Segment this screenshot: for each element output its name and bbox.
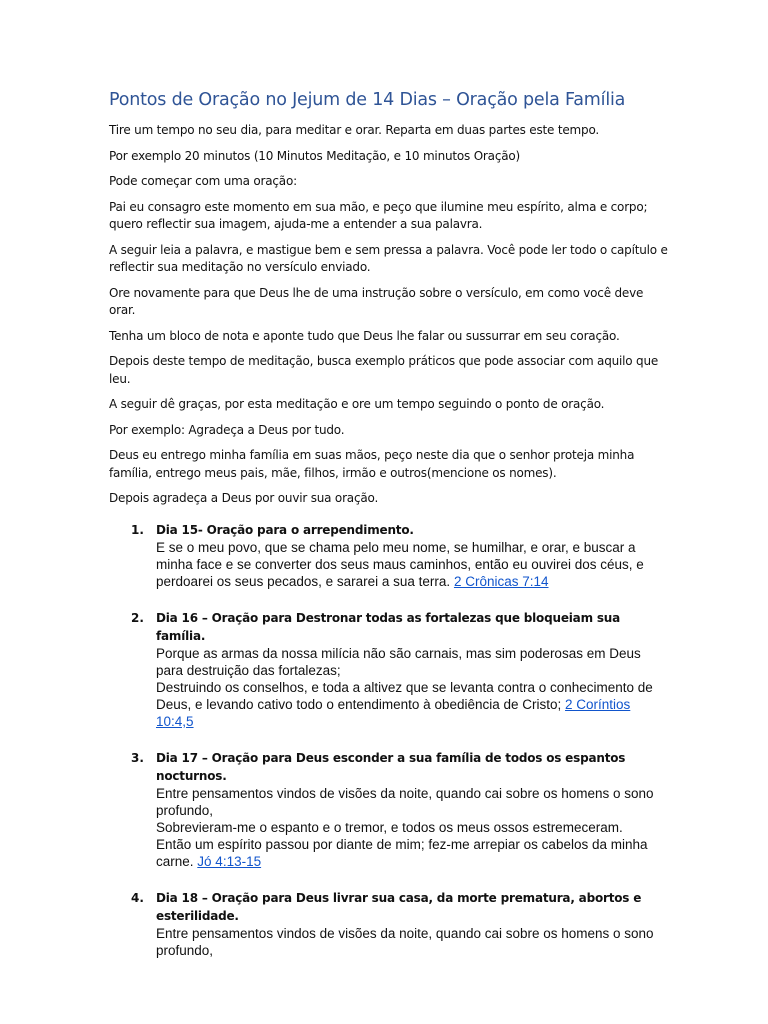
item-text <box>156 539 669 590</box>
page-title: Pontos de Oração no Jejum de 14 Dias – Oração pela Família <box>109 90 626 110</box>
verse-text: Entre pensamentos vindos de visões da noite, quando cai sobre os homens o sono profundo, <box>156 786 654 818</box>
paragraph: Pode começar com uma oração: <box>109 174 297 188</box>
item-text <box>156 836 669 870</box>
paragraph: Por exemplo: Agradeça a Deus por tudo. <box>109 422 345 437</box>
list-number: 3. <box>131 751 144 765</box>
list-number: 1. <box>131 522 144 537</box>
paragraph: Pai eu consagro este momento em sua mão, e peço que ilumine meu espírito, alma e corpo; quero reflectir sua imagem, ajuda-me a entender a sua palavra. <box>109 199 648 231</box>
verse-text: E se o meu povo, que se chama pelo meu nome, se humilhar, e orar, e buscar a minha face e se converter dos seus maus caminhos, então eu ouvirei dos céus, e perdoarei os seus pecados, e sararei a sua terra. <box>156 540 644 589</box>
paragraph: Depois deste tempo de meditação, busca exemplo práticos que pode associar com aquilo que leu. <box>109 354 659 386</box>
item-heading: Dia 17 – Oração para Deus esconder a sua família de todos os espantos nocturnos. <box>156 751 626 783</box>
scripture-link[interactable]: Jó 4:13-15 <box>197 854 262 869</box>
item-text <box>156 679 669 730</box>
prayer-points-list <box>109 522 669 960</box>
list-item <box>109 750 669 870</box>
verse-text: Destruindo os conselhos, e toda a altivez que se levanta contra o conhecimento de Deus, e levando cativo todo o entendimento à obediência de Cristo; <box>156 680 653 712</box>
paragraph: Por exemplo 20 minutos (10 Minutos Meditação, e 10 minutos Oração) <box>109 148 520 163</box>
verse-text: Porque as armas da nossa milícia não são carnais, mas sim poderosas em Deus para destruição das fortalezas; <box>156 646 641 678</box>
paragraph: Depois agradeça a Deus por ouvir sua oração. <box>109 491 379 505</box>
item-heading: Dia 16 – Oração para Destronar todas as fortalezas que bloqueiam sua família. <box>156 611 621 643</box>
paragraph: A seguir dê graças, por esta meditação e ore um tempo seguindo o ponto de oração. <box>109 397 605 411</box>
verse-text: Entre pensamentos vindos de visões da noite, quando cai sobre os homens o sono profundo, <box>156 926 654 958</box>
paragraph: Tire um tempo no seu dia, para meditar e orar. Reparta em duas partes este tempo. <box>109 123 599 137</box>
verse-text: Sobrevieram-me o espanto e o tremor, e todos os meus ossos estremeceram. <box>156 820 623 835</box>
list-item <box>109 890 669 959</box>
paragraph: A seguir leia a palavra, e mastigue bem e sem pressa a palavra. Você pode ler todo o capítulo e reflectir sua meditação no versículo enviado. <box>109 242 668 274</box>
verse-text: Então um espírito passou por diante de mim; fez-me arrepiar os cabelos da minha carne. <box>156 837 648 869</box>
list-number: 2. <box>131 611 144 625</box>
scripture-link[interactable]: 2 Crônicas 7:14 <box>453 574 549 589</box>
scripture-link[interactable]: 2 Coríntios 10:4,5 <box>156 697 631 729</box>
list-number: 4. <box>131 891 144 905</box>
list-item <box>109 610 669 730</box>
list-item <box>109 522 669 591</box>
item-heading: Dia 18 – Oração para Deus livrar sua casa, da morte prematura, abortos e esterilidade. <box>156 891 642 923</box>
paragraph: Tenha um bloco de nota e aponte tudo que Deus lhe falar ou sussurrar em seu coração. <box>109 328 620 343</box>
item-heading: Dia 15- Oração para o arrependimento. <box>156 522 414 537</box>
document-page <box>109 90 669 979</box>
paragraph: Deus eu entrego minha família em suas mãos, peço neste dia que o senhor proteja minha família, entrego meus pais, mãe, filhos, irmão e outros(mencione os nomes). <box>109 448 635 480</box>
paragraph: Ore novamente para que Deus lhe de uma instrução sobre o versículo, em como você deve orar. <box>109 285 644 317</box>
